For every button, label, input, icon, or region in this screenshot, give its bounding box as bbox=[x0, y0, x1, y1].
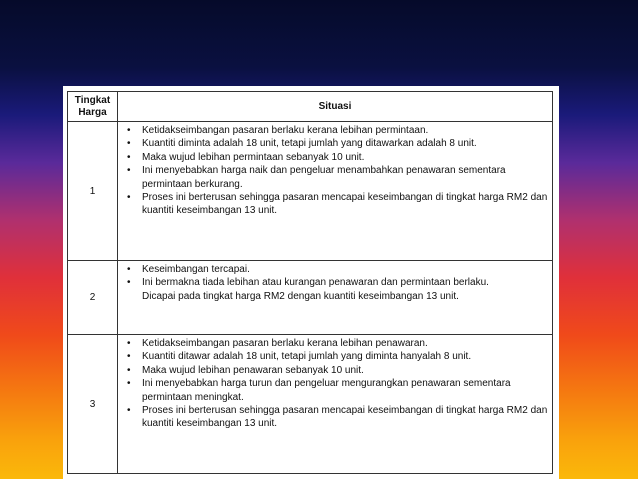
table-row bbox=[68, 335, 553, 474]
bullet-list bbox=[122, 337, 548, 431]
header-tingkat-harga bbox=[68, 92, 118, 122]
list-item: • Ini menyebabkan harga naik dan pengeluar menambahkan penawaran sementara permintaan berkurang. bbox=[122, 164, 548, 191]
list-item: • Kuantiti ditawar adalah 18 unit, tetapi jumlah yang diminta hanyalah 8 unit. bbox=[122, 350, 548, 363]
bullet-list bbox=[122, 124, 548, 218]
level-cell: 2 bbox=[68, 261, 118, 335]
list-item: • Proses ini berterusan sehingga pasaran mencapai keseimbangan di tingkat harga RM2 dan kuantiti keseimbangan 13 unit. bbox=[122, 191, 548, 218]
list-item: • Proses ini berterusan sehingga pasaran mencapai keseimbangan di tingkat harga RM2 dan kuantiti keseimbangan 13 unit. bbox=[122, 404, 548, 431]
list-item: • Maka wujud lebihan penawaran sebanyak 10 unit. bbox=[122, 364, 548, 377]
level-cell: 3 bbox=[68, 335, 118, 474]
situation-cell bbox=[118, 335, 553, 474]
bullet-list bbox=[122, 263, 548, 290]
list-item: • Keseimbangan tercapai. bbox=[122, 263, 548, 276]
list-item: • Ketidakseimbangan pasaran berlaku kerana lebihan permintaan. bbox=[122, 124, 548, 137]
list-item: • Kuantiti diminta adalah 18 unit, tetapi jumlah yang ditawarkan adalah 8 unit. bbox=[122, 137, 548, 150]
header-situasi: Situasi bbox=[118, 92, 553, 122]
list-item: • Ini menyebabkan harga turun dan pengeluar mengurangkan penawaran sementara permintaan meningkat. bbox=[122, 377, 548, 404]
table-header-row bbox=[68, 92, 553, 122]
situation-table bbox=[67, 91, 553, 474]
document-sheet bbox=[63, 86, 559, 479]
level-cell: 1 bbox=[68, 122, 118, 261]
list-item: • Ketidakseimbangan pasaran berlaku kerana lebihan penawaran. bbox=[122, 337, 548, 350]
table-row bbox=[68, 261, 553, 335]
header-harga: Harga bbox=[78, 106, 107, 118]
table-row bbox=[68, 122, 553, 261]
situation-cell bbox=[118, 261, 553, 335]
header-tingkat: Tingkat bbox=[74, 94, 111, 106]
list-item: • Ini bermakna tiada lebihan atau kurangan penawaran dan permintaan berlaku. bbox=[122, 276, 548, 289]
situation-cell bbox=[118, 122, 553, 261]
list-item: • Maka wujud lebihan permintaan sebanyak 10 unit. bbox=[122, 151, 548, 164]
continuation-text: Dicapai pada tingkat harga RM2 dengan kuantiti keseimbangan 13 unit. bbox=[142, 290, 459, 302]
